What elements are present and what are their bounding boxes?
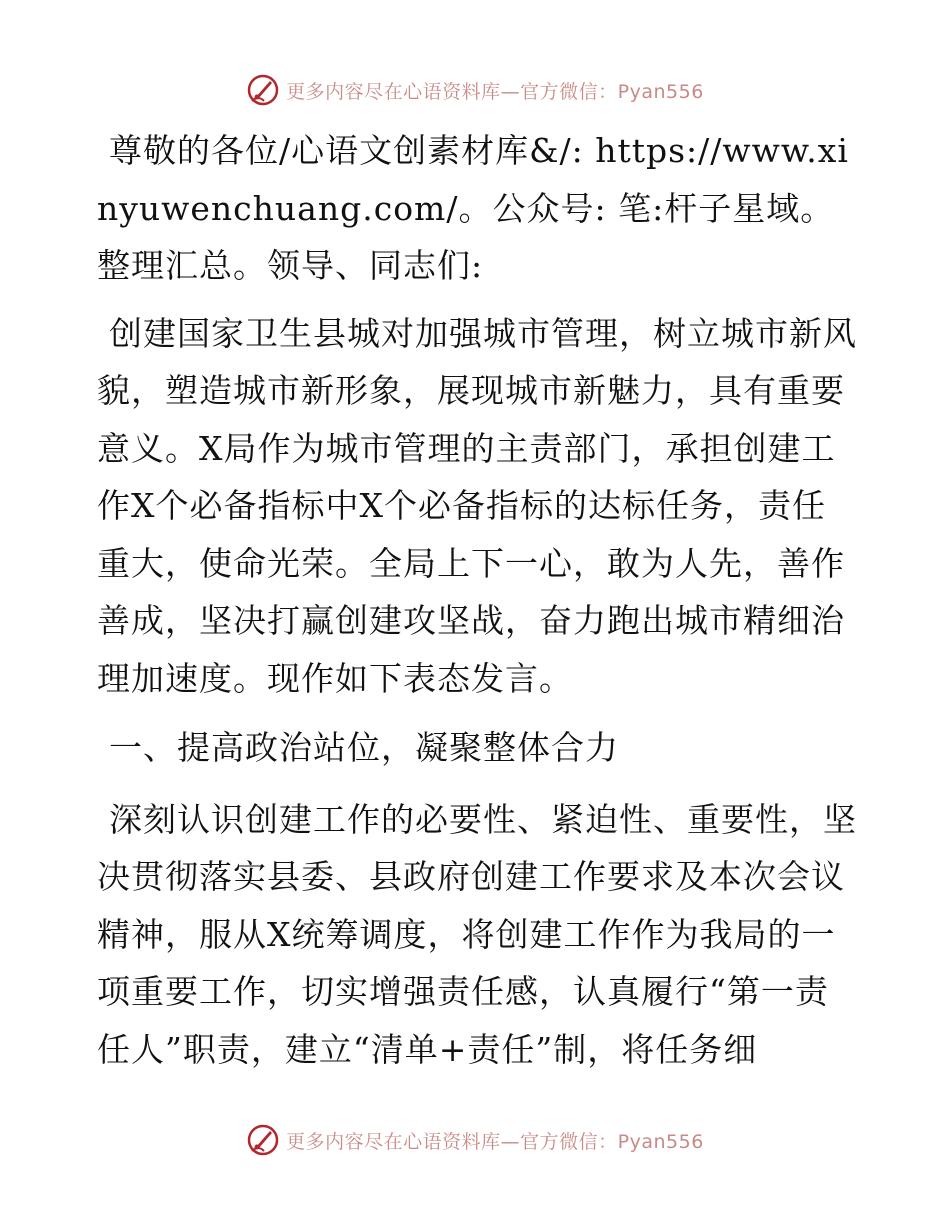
- footer-banner-text: 更多内容尽在心语资料库—官方微信：Pyan556: [286, 1130, 704, 1153]
- quill-seal-logo-icon: [246, 73, 280, 107]
- quill-seal-logo-icon: [246, 1123, 280, 1157]
- footer-banner: [0, 1120, 950, 1160]
- greeting-paragraph: 尊敬的各位/心语文创素材库&/: https://www.xinyuwenchuang.com/。公众号: 笔:杆子星域。整理汇总。领导、同志们:: [97, 131, 849, 285]
- header-banner-text: 更多内容尽在心语资料库—官方微信：Pyan556: [286, 80, 704, 103]
- section-1-paragraph: 深刻认识创建工作的必要性、紧迫性、重要性，坚决贯彻落实县委、县政府创建工作要求及本次会议精神，服从X统筹调度，将创建工作作为我局的一项重要工作，切实增强责任感，认真履行“第一责任人”职责，建立“清单+责任”制，将任务细: [97, 799, 857, 1069]
- document-body: [97, 122, 857, 1078]
- intro-paragraph: 创建国家卫生县城对加强城市管理，树立城市新风貌，塑造城市新形象，展现城市新魅力，具有重要意义。X局作为城市管理的主责部门，承担创建工作X个必备指标中X个必备指标的达标任务，责任重大，使命光荣。全局上下一心，敢为人先，善作善成，坚决打赢创建攻坚战，奋力跑出城市精细治理加速度。现作如下表态发言。: [97, 313, 857, 698]
- section-heading-1: 一、提高政治站位，凝聚整体合力: [109, 728, 619, 767]
- header-banner: [0, 70, 950, 110]
